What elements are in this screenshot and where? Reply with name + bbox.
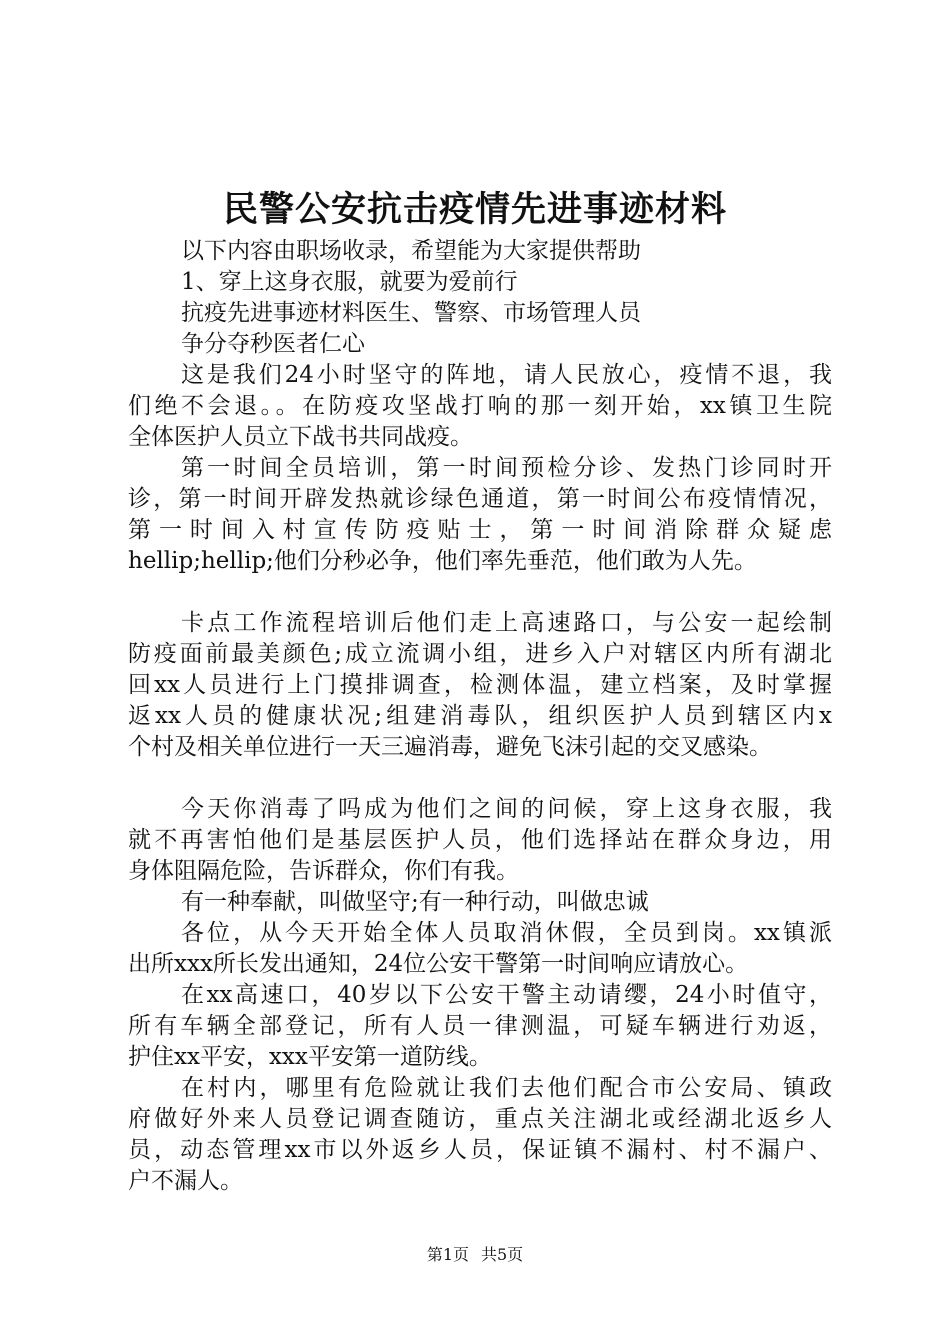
subheading-line: 有一种奉献，叫做坚守;有一种行动，叫做忠诚 xyxy=(181,889,649,915)
page-number: 第1页 xyxy=(426,1245,469,1264)
paragraph-line: 返xx人员的健康状况;组建消毒队，组织医护人员到辖区内x xyxy=(128,703,832,729)
paragraph-line: 这是我们24小时坚守的阵地，请人民放心，疫情不退，我 xyxy=(181,362,832,388)
paragraph-line: 卡点工作流程培训后他们走上高速路口，与公安一起绘制 xyxy=(181,610,832,636)
paragraph-line: 诊，第一时间开辟发热就诊绿色通道，第一时间公布疫情情况， xyxy=(128,486,832,512)
paragraph-line: 员，动态管理xx市以外返乡人员，保证镇不漏村、村不漏户、 xyxy=(128,1137,832,1163)
page-footer xyxy=(0,1244,950,1266)
paragraph-line: 各位，从今天开始全体人员取消休假，全员到岗。xx镇派 xyxy=(181,920,832,946)
paragraph-line: 第一时间入村宣传防疫贴士，第一时间消除群众疑虑 xyxy=(128,517,832,543)
paragraph-spacer xyxy=(128,577,832,608)
paragraph-line: 们绝不会退。。在防疫攻坚战打响的那一刻开始，xx镇卫生院 xyxy=(128,393,832,419)
paragraph-line: 护住xx平安，xxx平安第一道防线。 xyxy=(128,1044,492,1070)
paragraph-line: 全体医护人员立下战书共同战疫。 xyxy=(128,424,473,450)
paragraph-line: hellip;hellip;他们分秒必争，他们率先垂范，他们敢为人先。 xyxy=(128,548,757,574)
paragraph-line: 府做好外来人员登记调查随访，重点关注湖北或经湖北返乡人 xyxy=(128,1106,832,1132)
paragraph-line: 防疫面前最美颜色;成立流调小组，进乡入户对辖区内所有湖北 xyxy=(128,641,832,667)
paragraph-line: 第一时间全员培训，第一时间预检分诊、发热门诊同时开 xyxy=(181,455,832,481)
paragraph-line: 所有车辆全部登记，所有人员一律测温，可疑车辆进行劝返， xyxy=(128,1013,832,1039)
page-total: 共5页 xyxy=(481,1245,524,1264)
document-title: 民警公安抗击疫情先进事迹材料 xyxy=(222,189,727,230)
paragraph-line: 今天你消毒了吗成为他们之间的问候，穿上这身衣服，我 xyxy=(181,796,832,822)
paragraph-line: 回xx人员进行上门摸排调查，检测体温，建立档案，及时掌握 xyxy=(128,672,832,698)
section-heading: 1、穿上这身衣服，就要为爱前行 xyxy=(181,269,518,295)
paragraph-line: 出所xxx所长发出通知，24位公安干警第一时间响应请放心。 xyxy=(128,951,749,977)
intro-line: 以下内容由职场收录，希望能为大家提供帮助 xyxy=(181,238,641,264)
paragraph-line: 就不再害怕他们是基层医护人员，他们选择站在群众身边，用 xyxy=(128,827,832,853)
paragraph-line: 在村内，哪里有危险就让我们去他们配合市公安局、镇政 xyxy=(181,1075,832,1101)
paragraph-line: 在xx高速口，40岁以下公安干警主动请缨，24小时值守， xyxy=(181,982,832,1008)
paragraph-spacer xyxy=(128,763,832,794)
paragraph-line: 个村及相关单位进行一天三遍消毒，避免飞沫引起的交叉感染。 xyxy=(128,734,772,760)
subtitle-line: 抗疫先进事迹材料医生、警察、市场管理人员 xyxy=(181,300,641,326)
document-body xyxy=(128,236,832,1197)
subheading-line: 争分夺秒医者仁心 xyxy=(181,331,365,357)
paragraph-line: 户不漏人。 xyxy=(128,1168,243,1194)
paragraph-line: 身体阻隔危险，告诉群众，你们有我。 xyxy=(128,858,519,884)
